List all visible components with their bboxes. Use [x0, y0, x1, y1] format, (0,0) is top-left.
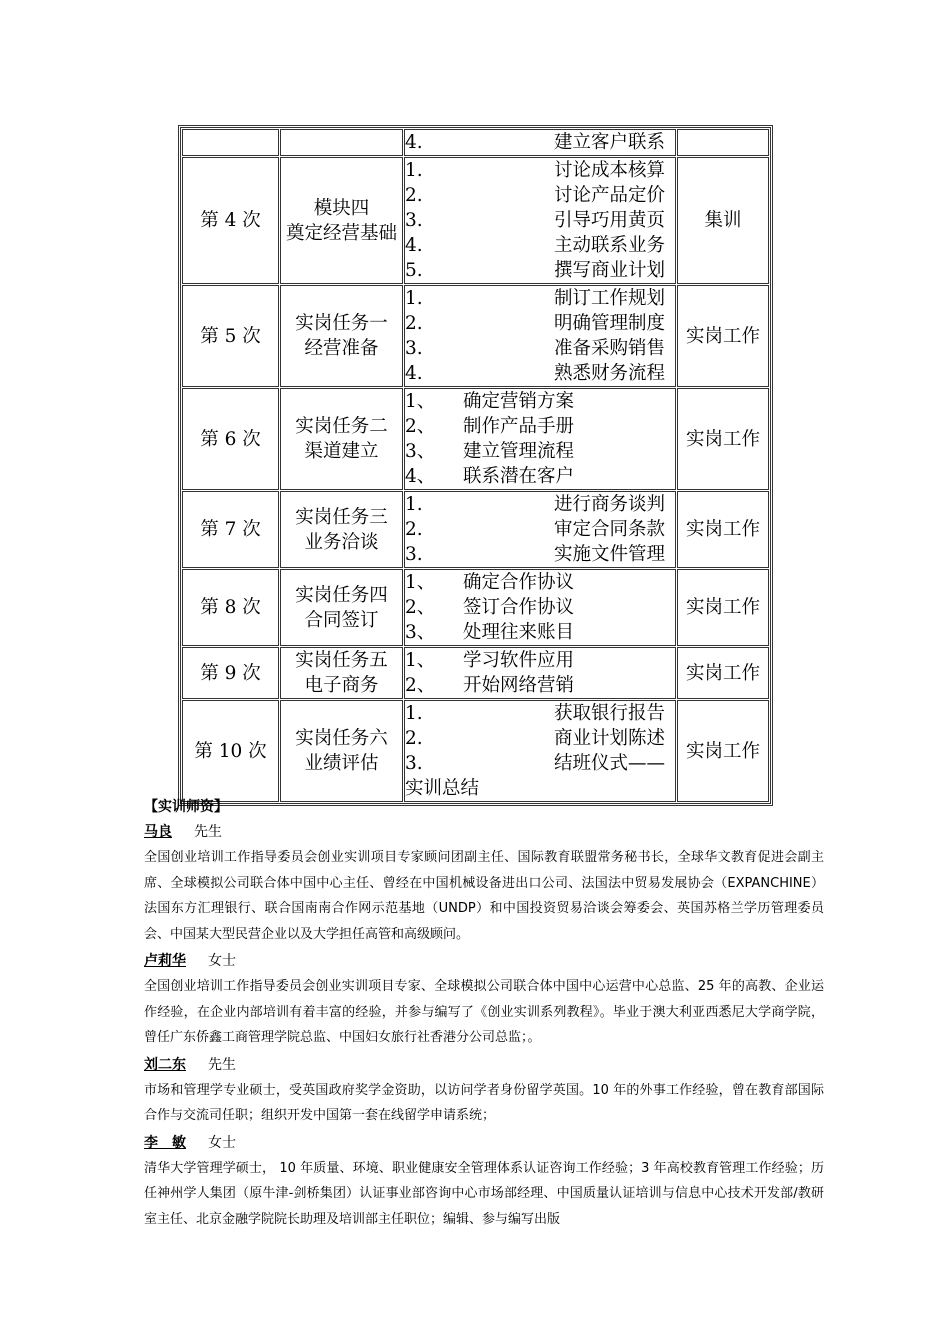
task-text: 明确管理制度: [553, 313, 665, 334]
trainer-name: 马良: [144, 824, 172, 840]
session-cell: 第 9 次: [182, 647, 279, 699]
module-line: 电子商务: [304, 675, 379, 696]
task-item: [405, 701, 675, 726]
task-item: [405, 620, 675, 645]
module-line: 业务洽谈: [304, 531, 379, 553]
trainer-name: 刘二东: [144, 1056, 186, 1073]
task-number: 1、: [405, 650, 436, 671]
task-text: 主动联系业务: [553, 235, 665, 256]
trainer-header: [144, 1054, 824, 1076]
task-text: 确定合作协议: [463, 572, 575, 593]
task-text: 建立管理流程: [463, 441, 575, 462]
task-item: [405, 492, 675, 517]
module-line: 奠定经营基础: [285, 222, 397, 244]
module-cell: [280, 647, 403, 699]
task-number: 3.: [405, 544, 423, 565]
task-text: 准备采购销售: [553, 338, 665, 359]
session-cell: 第 6 次: [182, 388, 279, 490]
task-number: 2.: [405, 728, 423, 749]
task-text: 熟悉财务流程: [553, 363, 665, 384]
module-line: 实岗任务二: [295, 416, 388, 437]
trainer-title: 女士: [208, 953, 236, 969]
session-cell: 第 4 次: [182, 157, 279, 284]
task-text: 制订工作规划: [553, 288, 665, 309]
schedule-row: [182, 491, 769, 568]
trainer-name: 李 敏: [144, 1134, 186, 1151]
task-item: [405, 311, 675, 336]
task-number: 2.: [405, 185, 423, 206]
task-cell: [404, 491, 676, 568]
task-cell: [404, 647, 676, 699]
task-text: 签订合作协议: [463, 597, 575, 618]
task-number: 3.: [405, 338, 423, 359]
module-line: 实岗任务六: [295, 728, 388, 749]
schedule-row: [182, 700, 769, 802]
module-line: 合同签订: [304, 609, 379, 631]
task-item: [405, 336, 675, 361]
module-cell: [280, 569, 403, 646]
task-item: [405, 751, 675, 776]
task-item: [405, 183, 675, 208]
schedule-row: [182, 388, 769, 490]
task-number: 1、: [405, 391, 436, 412]
task-text: 审定合同条款: [553, 519, 665, 540]
task-number: 2.: [405, 313, 423, 334]
trainers-section: [144, 796, 824, 1232]
task-cell: [404, 388, 676, 490]
task-text: 获取银行报告: [553, 703, 665, 724]
task-text: 讨论成本核算: [553, 160, 665, 181]
task-cell: [404, 569, 676, 646]
task-text: 撰写商业计划: [553, 260, 665, 281]
task-number: 2.: [405, 519, 423, 540]
task-number: 2、: [405, 597, 436, 618]
training-type-cell: 实岗工作: [677, 647, 769, 699]
schedule-row: [182, 569, 769, 646]
task-item: [405, 414, 675, 439]
module-cell: [280, 157, 403, 284]
task-item: [405, 286, 675, 311]
task-item: [405, 233, 675, 258]
trainer-title: 先生: [208, 1056, 236, 1073]
trainer-list: [144, 821, 824, 1232]
training-type-cell: 实岗工作: [677, 491, 769, 568]
task-text: 开始网络营销: [463, 675, 575, 696]
task-number: 4.: [405, 235, 423, 256]
module-line: 业绩评估: [304, 753, 379, 774]
task-number: 3.: [405, 753, 423, 774]
task-item: [405, 389, 675, 414]
task-item: [405, 570, 675, 595]
module-line: 模块四: [313, 197, 370, 219]
training-type-cell: [677, 129, 769, 156]
task-number: 4.: [405, 363, 423, 384]
task-number: 2、: [405, 675, 436, 696]
task-item: [405, 595, 675, 620]
task-item: [405, 517, 675, 542]
training-type-cell: 集训: [677, 157, 769, 284]
task-item: [405, 439, 675, 464]
session-cell: 第 8 次: [182, 569, 279, 646]
task-text: 建立客户联系: [553, 132, 665, 153]
task-cell: [404, 700, 676, 802]
schedule-row: [182, 157, 769, 284]
trainer-header: [144, 821, 824, 843]
task-item: [405, 158, 675, 183]
task-cell: [404, 129, 676, 156]
task-text: 联系潜在客户: [463, 466, 575, 487]
task-item: [405, 258, 675, 283]
task-number: 3、: [405, 622, 436, 643]
module-line: 实岗任务五: [295, 650, 388, 671]
module-cell: [280, 388, 403, 490]
task-number: 3.: [405, 210, 423, 231]
task-number: 4.: [405, 132, 423, 153]
trainer-bio: 全国创业培训工作指导委员会创业实训项目专家、全球模拟公司联合体中国中心运营中心总监、25 年的高教、企业运作经验，在企业内部培训有着丰富的经验，并参与编写了《创业实训系列教程》。毕业于澳大利亚西悉尼大学商学院，曾任广东侨鑫工商管理学院总监、中国妇女旅行社香港分公司总监；。: [144, 979, 824, 1045]
module-cell: [280, 700, 403, 802]
task-number: 2、: [405, 416, 436, 437]
task-text: 处理往来账目: [463, 622, 575, 643]
session-cell: [182, 129, 279, 156]
task-text: 进行商务谈判: [553, 494, 665, 515]
training-type-cell: 实岗工作: [677, 388, 769, 490]
schedule-table: [178, 125, 773, 806]
task-item: [405, 542, 675, 567]
trainer-bio: 清华大学管理学硕士， 10 年质量、环境、职业健康安全管理体系认证咨询工作经验；3 年高校教育管理工作经验；历任神州学人集团（原牛津-剑桥集团）认证事业部咨询中心市场部经理、中国质量认证培训与信息中心技术开发部/教研室主任、北京金融学院院长助理及培训部主任职位；编辑、参与编写出版: [144, 1160, 824, 1227]
schedule-row: [182, 285, 769, 387]
module-line: 实岗任务三: [295, 506, 388, 528]
module-line: 经营准备: [304, 338, 379, 359]
task-text: 确定营销方案: [463, 391, 575, 412]
module-cell: [280, 285, 403, 387]
task-number: 4、: [405, 466, 436, 487]
module-line: 实岗任务一: [295, 313, 388, 334]
task-cell: [404, 157, 676, 284]
schedule-row: [182, 647, 769, 699]
trainer-header: [144, 950, 824, 972]
task-item: [405, 673, 675, 698]
task-item: [405, 648, 675, 673]
training-type-cell: 实岗工作: [677, 285, 769, 387]
module-line: 实岗任务四: [295, 584, 388, 606]
session-cell: 第 7 次: [182, 491, 279, 568]
task-item: [405, 726, 675, 751]
task-number: 1.: [405, 494, 423, 515]
task-text: 实施文件管理: [553, 544, 665, 565]
module-cell: [280, 129, 403, 156]
training-type-cell: 实岗工作: [677, 700, 769, 802]
session-cell: 第 10 次: [182, 700, 279, 802]
trainer-header: [144, 1132, 824, 1154]
task-item: [405, 208, 675, 233]
module-cell: [280, 491, 403, 568]
task-number: 1.: [405, 703, 423, 724]
trainer-bio: 市场和管理学专业硕士，受英国政府奖学金资助，以访问学者身份留学英国。10 年的外事工作经验，曾在教育部国际合作与交流司任职；组织开发中国第一套在线留学申请系统；: [144, 1082, 824, 1123]
session-cell: 第 5 次: [182, 285, 279, 387]
section-title: 【实训师资】: [144, 799, 228, 815]
trainer-name: 卢莉华: [144, 953, 186, 969]
task-text: 制作产品手册: [463, 416, 575, 437]
task-text: 引导巧用黄页: [553, 210, 665, 231]
task-item: [405, 464, 675, 489]
trainer-bio: 全国创业培训工作指导委员会创业实训项目专家顾问团副主任、国际教育联盟常务秘书长，全球华文教育促进会副主席、全球模拟公司联合体中国中心主任、曾经在中国机械设备进出口公司、法国法中贸易发展协会（EXPANCHINE）法国东方汇理银行、联合国南南合作网示范基地（UNDP）和中国投资贸易洽谈会筹委会、英国苏格兰学历管理委员会、中国某大型民营企业以及大学担任高管和高级顾问。: [144, 850, 824, 942]
task-text: 结班仪式——: [553, 753, 665, 774]
module-line: 渠道建立: [304, 441, 379, 462]
task-number: 1.: [405, 288, 423, 309]
task-text: 讨论产品定价: [553, 185, 665, 206]
schedule-row: [182, 129, 769, 156]
task-continuation: 实训总结: [405, 778, 480, 799]
task-number: 1、: [405, 572, 436, 593]
task-item: [405, 130, 675, 155]
training-type-cell: 实岗工作: [677, 569, 769, 646]
trainer-title: 女士: [208, 1134, 236, 1151]
trainer-title: 先生: [194, 824, 222, 840]
task-text: 商业计划陈述: [553, 728, 665, 749]
task-number: 5.: [405, 260, 423, 281]
task-number: 3、: [405, 441, 436, 462]
task-number: 1.: [405, 160, 423, 181]
task-cell: [404, 285, 676, 387]
task-text: 学习软件应用: [463, 650, 575, 671]
task-item: [405, 361, 675, 386]
